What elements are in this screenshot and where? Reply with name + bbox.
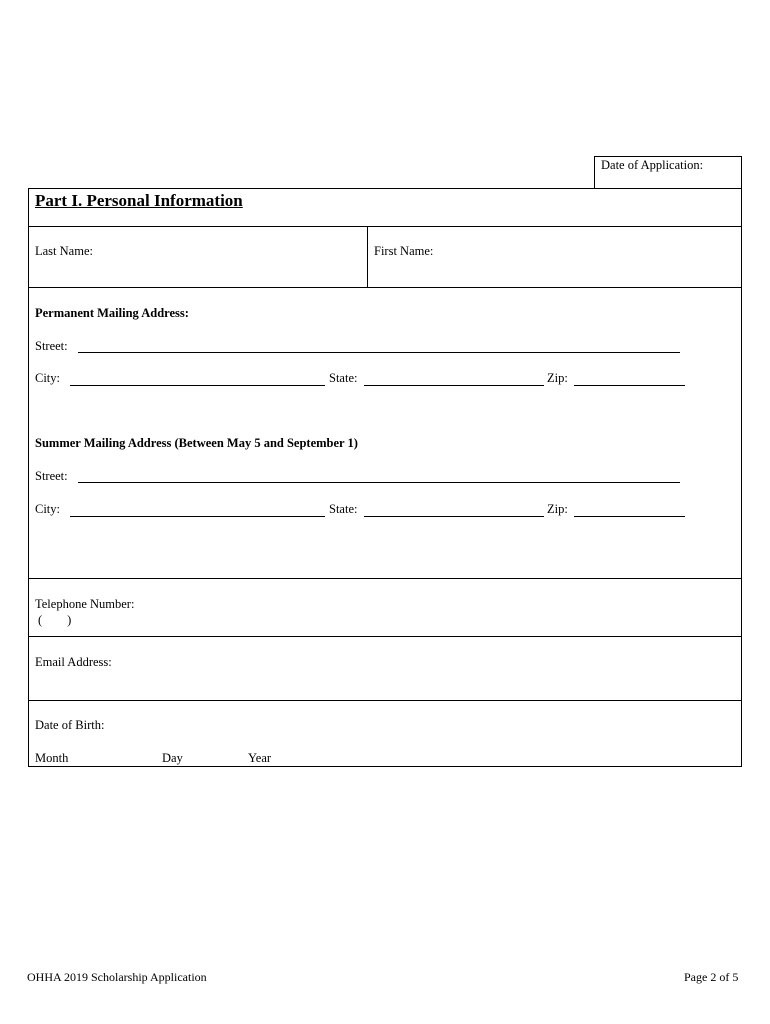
footer-page-number: Page 2 of 5 [684, 970, 739, 984]
dob-day-field[interactable] [162, 751, 183, 766]
permanent-zip-label: Zip: [547, 371, 568, 385]
email-field[interactable] [29, 637, 741, 700]
email-label: Email Address: [35, 655, 112, 669]
telephone-label: Telephone Number: [35, 597, 135, 611]
permanent-street-input[interactable] [78, 339, 680, 353]
summer-zip-label: Zip: [547, 502, 568, 516]
permanent-city-input[interactable] [70, 371, 325, 386]
footer-left: OHHA 2019 Scholarship Application [27, 970, 207, 984]
summer-zip-input[interactable] [574, 502, 685, 517]
dob-month-field[interactable] [35, 751, 68, 766]
permanent-city-label: City: [35, 371, 61, 385]
dob-year-label: Year [248, 751, 272, 765]
permanent-address-heading: Permanent Mailing Address: [35, 306, 189, 320]
permanent-street-label: Street: [35, 339, 68, 353]
summer-city-input[interactable] [70, 502, 325, 517]
summer-city-label: City: [35, 502, 61, 516]
dob-month-label: Month [35, 751, 69, 765]
telephone-field[interactable] [29, 579, 741, 636]
summer-state-label: State: [329, 502, 358, 516]
permanent-state-label: State: [329, 371, 358, 385]
date-of-application-label: Date of Application: [601, 158, 704, 172]
divider [28, 287, 742, 288]
date-of-birth-label: Date of Birth: [35, 718, 105, 732]
summer-street-label: Street: [35, 469, 68, 483]
summer-state-input[interactable] [364, 502, 544, 517]
summer-street-input[interactable] [78, 469, 680, 483]
permanent-state-input[interactable] [364, 371, 544, 386]
dob-year-field[interactable] [248, 751, 271, 766]
telephone-area-code: ( ) [38, 613, 72, 627]
permanent-zip-input[interactable] [574, 371, 685, 386]
part-title: Part I. Personal Information [35, 191, 243, 210]
first-name-label: First Name: [374, 244, 434, 258]
summer-address-heading: Summer Mailing Address (Between May 5 and September 1) [35, 436, 358, 450]
dob-day-label: Day [162, 751, 183, 765]
divider [28, 700, 742, 701]
last-name-label: Last Name: [35, 244, 93, 258]
